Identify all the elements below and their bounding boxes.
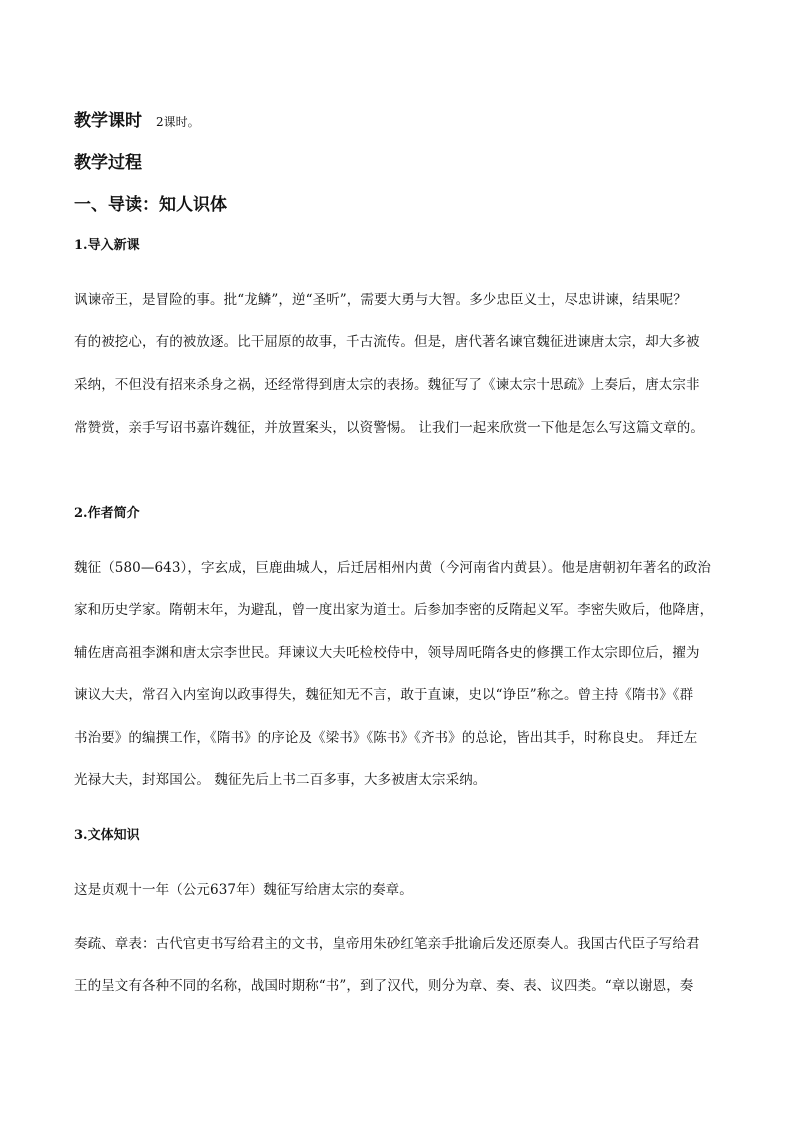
paragraph-line: 采纳，不但没有招来杀身之祸，还经常得到唐太宗的表扬。魏征写了《谏太宗十思疏》上奏后，唐太宗非 xyxy=(74,377,700,393)
paragraph-line: 魏征（580—643），字玄成，巨鹿曲城人，后迁居相州内黄（今河南省内黄县）。他是唐朝初年著名的政治 xyxy=(74,560,712,576)
process-title: 教学过程 xyxy=(74,153,142,173)
part1-title: 一、导读：知人识体 xyxy=(74,195,227,215)
lesson-hours-row xyxy=(74,106,200,131)
paragraph-line: 讽谏帝王，是冒险的事。批“龙鳞”，逆“圣听”，需要大勇与大智。多少忠臣义士，尽忠讲谏，结果呢？ xyxy=(74,292,687,308)
paragraph-line: 王的呈文有各种不同的名称，战国时期称“书”，到了汉代，则分为章、奏、表、议四类。“章以谢恩，奏 xyxy=(74,978,694,994)
section-title-genre: 3.文体知识 xyxy=(74,828,140,843)
paragraph-line: 奏疏、章表：古代官吏书写给君主的文书，皇帝用朱砂红笔亲手批谕后发还原奏人。我国古代臣子写给君 xyxy=(74,936,700,952)
paragraph-line: 谏议大夫，常召入内室询以政事得失，魏征知无不言，敢于直谏，史以“诤臣”称之。曾主持《隋书》《群 xyxy=(74,687,694,703)
paragraph-line: 光禄大夫，封郑国公。 魏征先后上书二百多事，大多被唐太宗采纳。 xyxy=(74,772,487,788)
section-title-intro: 1.导入新课 xyxy=(74,238,140,253)
paragraph-line: 辅佐唐高祖李渊和唐太宗李世民。拜谏议大夫吒检校侍中，领导周吒隋各史的修撰工作太宗即位后，擢为 xyxy=(74,645,700,661)
paragraph-line: 有的被挖心，有的被放逐。比干屈原的故事，千古流传。但是，唐代著名谏官魏征进谏唐太宗，却大多被 xyxy=(74,334,700,350)
lesson-hours-label: 教学课时 xyxy=(74,111,142,131)
paragraph-line: 这是贞观十一年（公元637年）魏征写给唐太宗的奏章。 xyxy=(74,882,413,898)
paragraph-line: 常赞赏，亲手写诏书嘉许魏征，并放置案头，以资警惕。 让我们一起来欣赏一下他是怎么写这篇文章的。 xyxy=(74,420,704,436)
lesson-hours-value: 2课时。 xyxy=(156,115,200,129)
section-title-author: 2.作者简介 xyxy=(74,506,140,521)
paragraph-line: 家和历史学家。隋朝末年，为避乱，曾一度出家为道士。后参加李密的反隋起义军。李密失败后，他降唐， xyxy=(74,602,714,618)
paragraph-line: 书治要》的编撰工作，《隋书》的序论及《梁书》《陈书》《齐书》的总论，皆出其手，时称良史。 拜迁左 xyxy=(74,730,698,746)
